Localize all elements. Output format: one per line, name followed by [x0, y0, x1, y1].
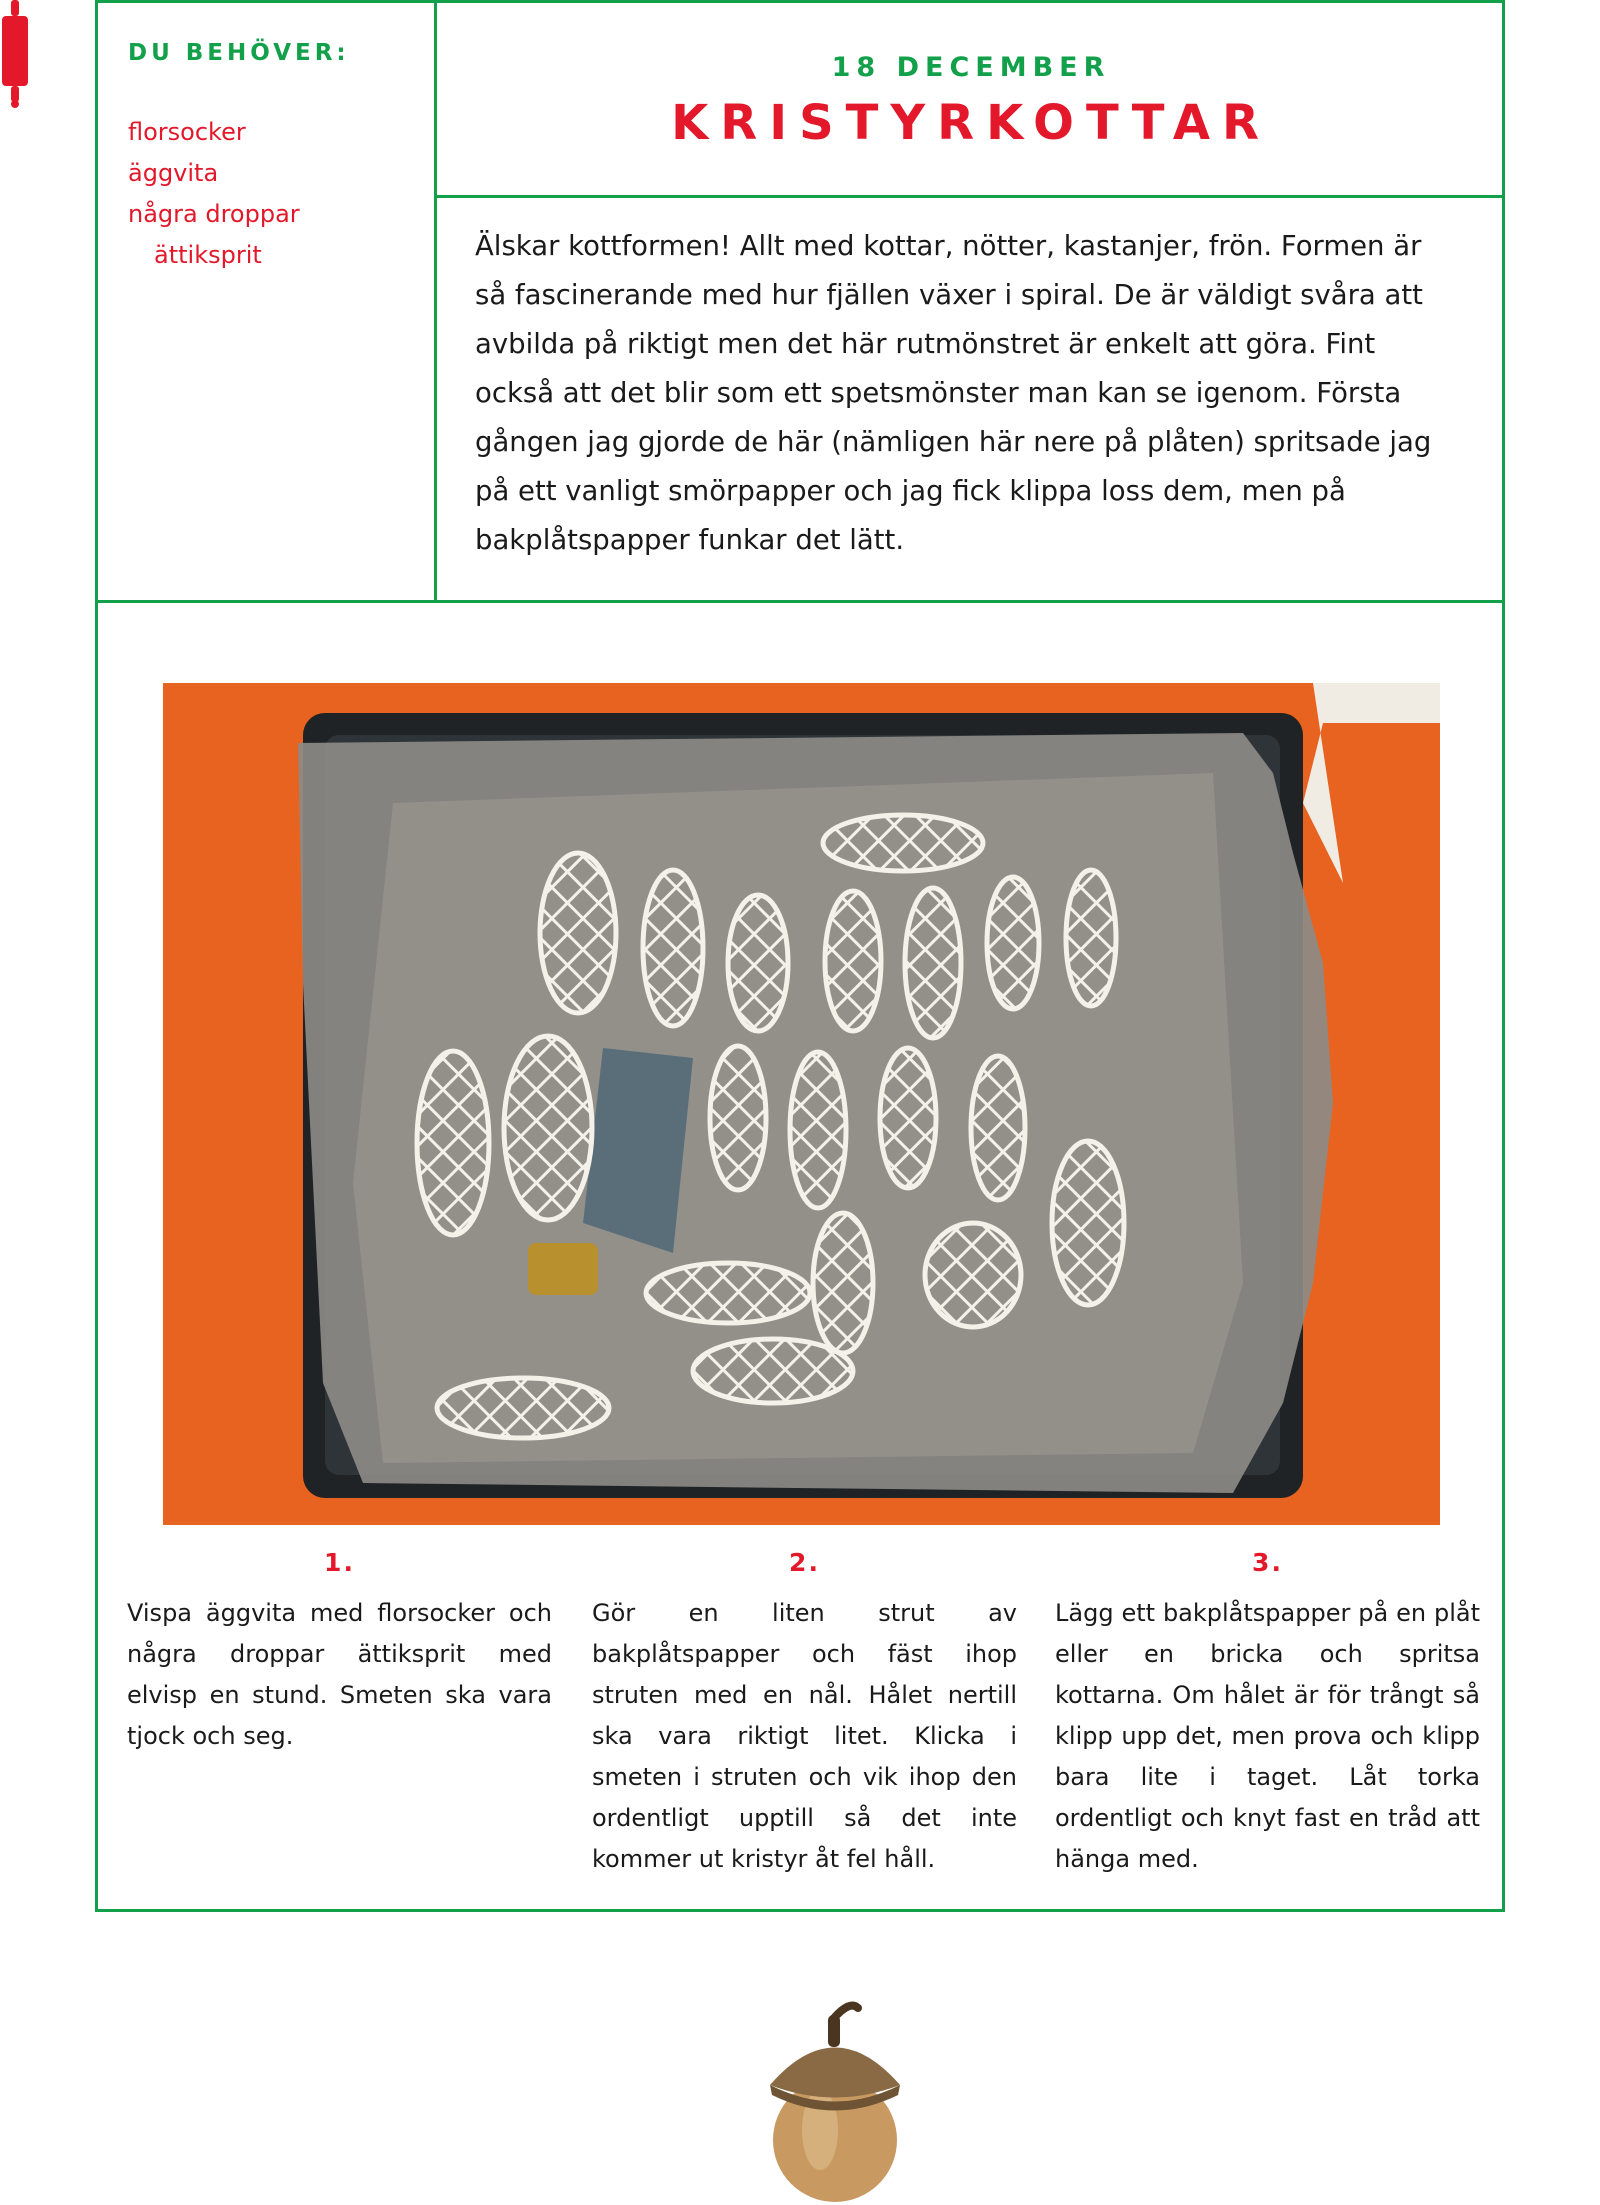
header-divider [434, 0, 437, 600]
ingredients-box [128, 40, 418, 276]
title-divider [434, 195, 1505, 198]
intro-text: Älskar kottformen! Allt med kottar, nötter, kastanjer, frön. Formen är så fascinerande med hur fjällen växer i spiral. De är väldigt svåra att avbilda på riktigt men det här rutmönstret är enkelt att göra. Fint också att det blir som ett spetsmönster man kan se igenom. Första gången jag gjorde de här (nämligen här nere på plåten) spritsade jag på ett vanligt smörpapper och jag fick klippa loss dem, men på bakplåtspapper funkar det lätt. [475, 230, 1432, 556]
ingredient-item: äggvita [128, 159, 219, 187]
recipe-date: 18 DECEMBER [831, 52, 1111, 83]
step-1 [127, 1548, 552, 1757]
step-number: 3. [1252, 1548, 1283, 1577]
ingredient-item: florsocker [128, 118, 246, 146]
step-text: Gör en liten strut av bakplåtspapper och fäst ihop struten med en nål. Hålet nertill ska vara riktigt litet. Klicka i smeten i struten och vik ihop den ordentligt upptill så det inte kommer ut kristyr åt fel håll. [592, 1599, 1017, 1873]
step-2 [592, 1548, 1017, 1880]
ingredient-item: ättiksprit [154, 241, 262, 269]
ingredients-list [128, 112, 418, 276]
section-divider [95, 600, 1505, 603]
step-number: 1. [324, 1548, 355, 1577]
recipe-photo [163, 683, 1440, 1525]
ingredients-heading: DU BEHÖVER: [128, 40, 350, 66]
rolling-pin-icon [0, 0, 30, 110]
ingredient-item: några droppar [128, 200, 300, 228]
acorn-icon [740, 1990, 930, 2205]
step-3 [1055, 1548, 1480, 1880]
step-text: Vispa äggvita med florsocker och några droppar ättiksprit med elvisp en stund. Smeten ska vara tjock och seg. [127, 1599, 552, 1750]
step-text: Lägg ett bakplåtspapper på en plåt eller en bricka och spritsa kottarna. Om hålet är för trångt så klipp upp det, men prova och klipp bara lite i taget. Låt torka ordentligt och knyt fast en tråd att hänga med. [1055, 1599, 1480, 1873]
step-number: 2. [789, 1548, 820, 1577]
recipe-title: KRISTYRKOTTAR [671, 95, 1271, 151]
